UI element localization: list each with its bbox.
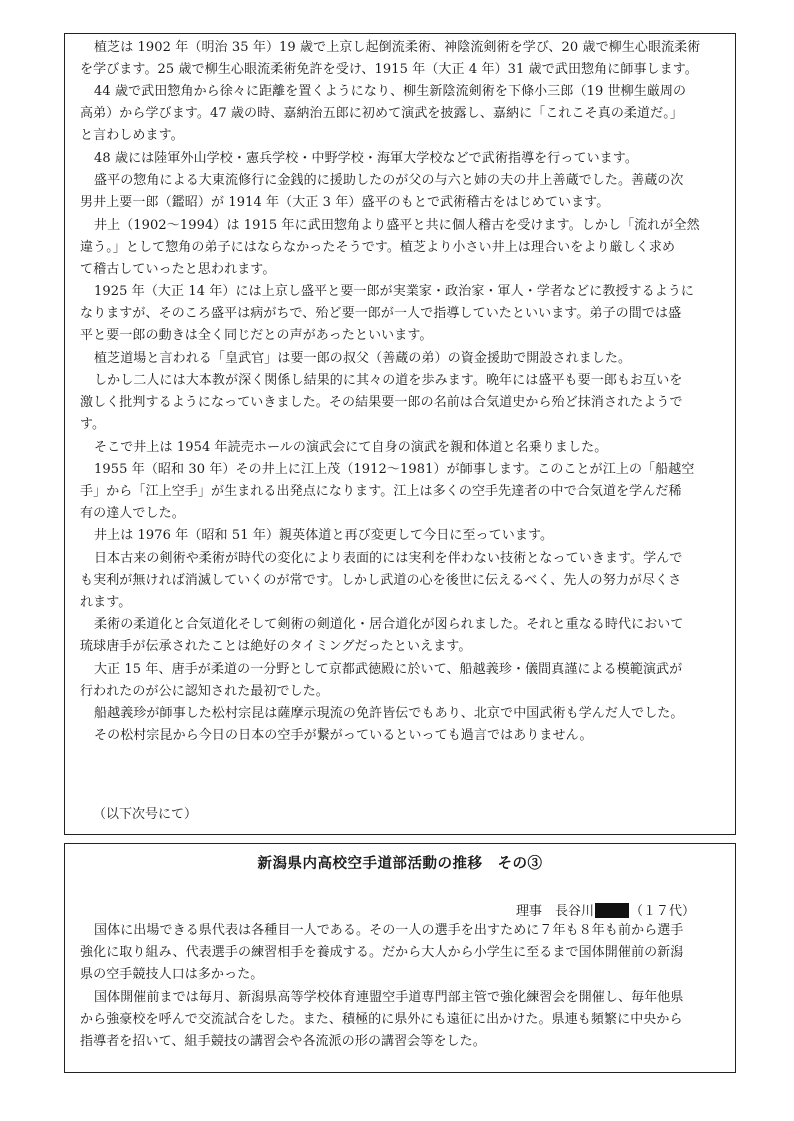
article-paragraph	[80, 459, 728, 525]
article-paragraph	[80, 37, 728, 81]
section2-paragraph	[80, 920, 728, 986]
article-paragraph	[80, 281, 728, 347]
article-line: て稽古していったと思われます。	[80, 261, 276, 277]
article-line: れます。	[80, 594, 132, 610]
article-line: 日本古来の剣術や柔術が時代の変化により表面的には実利を伴わない技術となっていきます。学んで	[94, 550, 683, 566]
article-paragraph	[80, 170, 728, 214]
section2-line: 国体に出場できる県代表は各種目一人である。その一人の選手を出すために７年も８年も前から選手	[94, 923, 684, 938]
article-paragraph	[80, 370, 728, 436]
section2-line: 国体開催前までは毎月、新潟県高等学校体育連盟空手道専門部主管で強化練習会を開催し、毎年他県	[94, 989, 684, 1005]
article-paragraph	[80, 437, 728, 459]
article-paragraph	[80, 81, 728, 147]
author-line	[516, 900, 695, 919]
article-paragraph	[80, 659, 728, 703]
article-line: そこで井上は 1954 年読売ホールの演武会にて自身の演武を親和体道と名乗りました。	[94, 439, 608, 455]
article-line: 植芝道場と言われる「皇武官」は要一郎の叔父（善蔵の弟）の資金援助で開設されました。	[94, 350, 632, 366]
article-line: なりますが、そのころ盛平は病がちで、殆ど要一郎が一人で指導していたといいます。弟子の間では盛	[80, 306, 682, 322]
article-line: 大正 15 年、唐手が柔道の一分野として京都武徳殿に於いて、船越義珍・儀間真謹による模範演武が	[94, 661, 683, 677]
section2-line: 強化に取り組み、代表選手の練習相手を養成する。だから大人から小学生に至るまで国体開催前の新潟	[80, 945, 684, 960]
article-line: と言わしめます。	[80, 128, 184, 144]
article-line: 行われたのが公に認知された最初でした。	[80, 683, 329, 699]
article-line: も実利が無ければ消滅していくのが常です。しかし武道の心を後世に伝えるべく、先人の努力が尽くさ	[80, 572, 682, 588]
author-generation: （１７代）	[630, 904, 696, 919]
section2-paragraph	[80, 987, 728, 1053]
article-line: 44 歳で武田惣角から徐々に距離を置くようになり、柳生新陰流剣術を下條小三郎（19 世柳生厳周の	[94, 84, 687, 100]
article-line: 手」から「江上空手」が生まれる出発点になります。江上は多くの空手先達者の中で合気道を学んだ稀	[80, 483, 682, 499]
article-line: 平と要一郎の動きは全く同じだとの声があったといいます。	[80, 328, 433, 344]
article-line: 激しく批判するようになっていきました。その結果要一郎の名前は合気道史から殆ど抹消されたようで	[80, 395, 683, 410]
article-paragraph	[80, 614, 728, 658]
article-line: 高弟）から学びます。47 歳の時、嘉納治五郎に初めて演武を披露し、嘉納に「これこそ真の柔道だ。」	[80, 106, 683, 122]
article-line: 井上（1902～1994）は 1915 年に武田惣角より盛平と共に個人稽古を受けます。しかし「流れが全然	[94, 217, 700, 233]
article-paragraph	[80, 148, 728, 170]
article-line: しかし二人には大本教が深く関係し結果的に其々の道を歩みます。晩年には盛平も要一郎もお互いを	[94, 373, 683, 388]
redaction-mark	[595, 903, 629, 918]
article-line: 植芝は 1902 年（明治 35 年）19 歳で上京し起倒流柔術、神陰流剣術を学び、20 歳で柳生心眼流柔術	[94, 40, 701, 55]
article-line: 1925 年（大正 14 年）には上京し盛平と要一郎が実業家・政治家・軍人・学者などに教授するように	[94, 284, 695, 300]
continued-note: （以下次号にて）	[93, 807, 198, 822]
article-paragraph	[80, 548, 728, 614]
article-line: 船越義珍が師事した松村宗昆は薩摩示現流の免許皆伝でもあり、北京で中国武術も学んだ人でした。	[94, 706, 684, 721]
article-line: す。	[80, 417, 106, 432]
article-line: 琉球唐手が伝承されたことは絶好のタイミングだったといえます。	[80, 639, 472, 655]
article-line: を学びます。25 歳で柳生心眼流柔術免許を受け、1915 年（大正 4 年）31 歳で武田惣角に師事します。	[80, 62, 698, 77]
article-paragraph	[80, 525, 728, 547]
section2-line: 指導者を招いて、組手競技の講習会や各流派の形の講習会等をした。	[80, 1033, 486, 1049]
article-line: 1955 年（昭和 30 年）その井上に江上茂（1912～1981）が師事します。このことが江上の「船越空	[94, 461, 695, 477]
article-paragraph	[80, 215, 728, 281]
article-line: 井上は 1976 年（昭和 51 年）親英体道と再び変更して今日に至っています。	[94, 528, 554, 544]
section2-line: 県の空手競技人口は多かった。	[80, 967, 264, 982]
article-line: 48 歳には陸軍外山学校・憲兵学校・中野学校・海軍大学校などで武術指導を行っています。	[94, 151, 638, 166]
article-paragraph	[80, 703, 728, 725]
article-line: 盛平の惣角による大東流修行に金銭的に援助したのが父の与六と姉の夫の井上善蔵でした。善蔵の次	[94, 173, 684, 189]
section2-line: から強豪校を呼んで交流試合をした。また、積極的に県外にも遠征に出かけた。県連も頻繁に中央から	[80, 1011, 683, 1027]
article-line: 柔術の柔道化と合気道化そして剣術の剣道化・居合道化が図られました。それと重なる時代において	[94, 617, 684, 633]
author-role: 理事 長谷川	[516, 904, 595, 919]
section2-title: 新潟県内高校空手道部活動の推移 その③	[257, 855, 543, 872]
article-paragraph	[80, 348, 728, 370]
article-line: 違う。」として惣角の弟子にはならなかったそうです。植芝より小さい井上は理合いをより厳しく求め	[80, 239, 676, 255]
article-line: 男井上要一郎（鑑昭）が 1914 年（大正 3 年）盛平のもとで武術稽古をはじめています。	[80, 195, 610, 211]
article-line: 有の達人でした。	[80, 505, 185, 521]
article-paragraph	[80, 725, 728, 747]
article-line: その松村宗昆から今日の日本の空手が繋がっているといっても過言ではありません。	[94, 728, 593, 744]
